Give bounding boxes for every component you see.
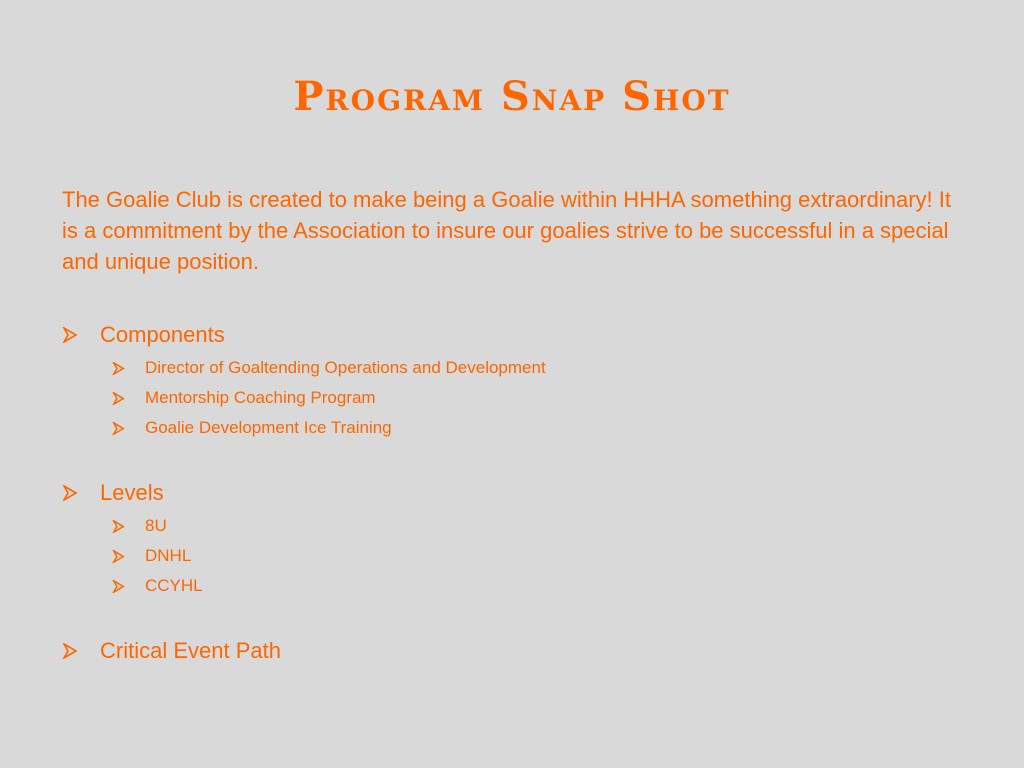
sub-bullet-8u [112,514,167,538]
sub-bullet-label: CCYHL [145,576,203,595]
sub-bullet-mentorship [112,386,376,410]
arrow-bullet-icon [62,485,100,501]
bullet-critical-event-path [62,636,281,666]
bullet-label: Critical Event Path [100,638,281,663]
sub-bullet-dnhl [112,544,191,568]
sub-bullet-label: DNHL [145,546,192,565]
bullet-components [62,320,225,350]
sub-bullet-ice-training [112,416,392,440]
bullet-levels [62,478,164,508]
sub-bullet-label: Mentorship Coaching Program [145,388,376,407]
arrow-bullet-icon [112,362,145,375]
intro-paragraph: The Goalie Club is created to make being a Goalie within HHHA something extraordinary! It is a commitment by the Association to insure our goalies strive to be successful in a special and unique position. [62,187,951,274]
sub-bullet-label: 8U [145,516,167,535]
arrow-bullet-icon [62,327,100,343]
slide-title: Program Snap Shot [293,73,731,120]
sub-bullet-ccyhl [112,574,203,598]
arrow-bullet-icon [112,520,145,533]
arrow-bullet-icon [112,392,145,405]
arrow-bullet-icon [112,550,145,563]
bullet-label: Components [100,322,225,347]
bullet-label: Levels [100,480,164,505]
sub-bullet-label: Director of Goaltending Operations and Development [145,358,546,377]
arrow-bullet-icon [62,643,100,659]
sub-bullet-label: Goalie Development Ice Training [145,418,392,437]
arrow-bullet-icon [112,422,145,435]
sub-bullet-director [112,356,546,380]
arrow-bullet-icon [112,580,145,593]
